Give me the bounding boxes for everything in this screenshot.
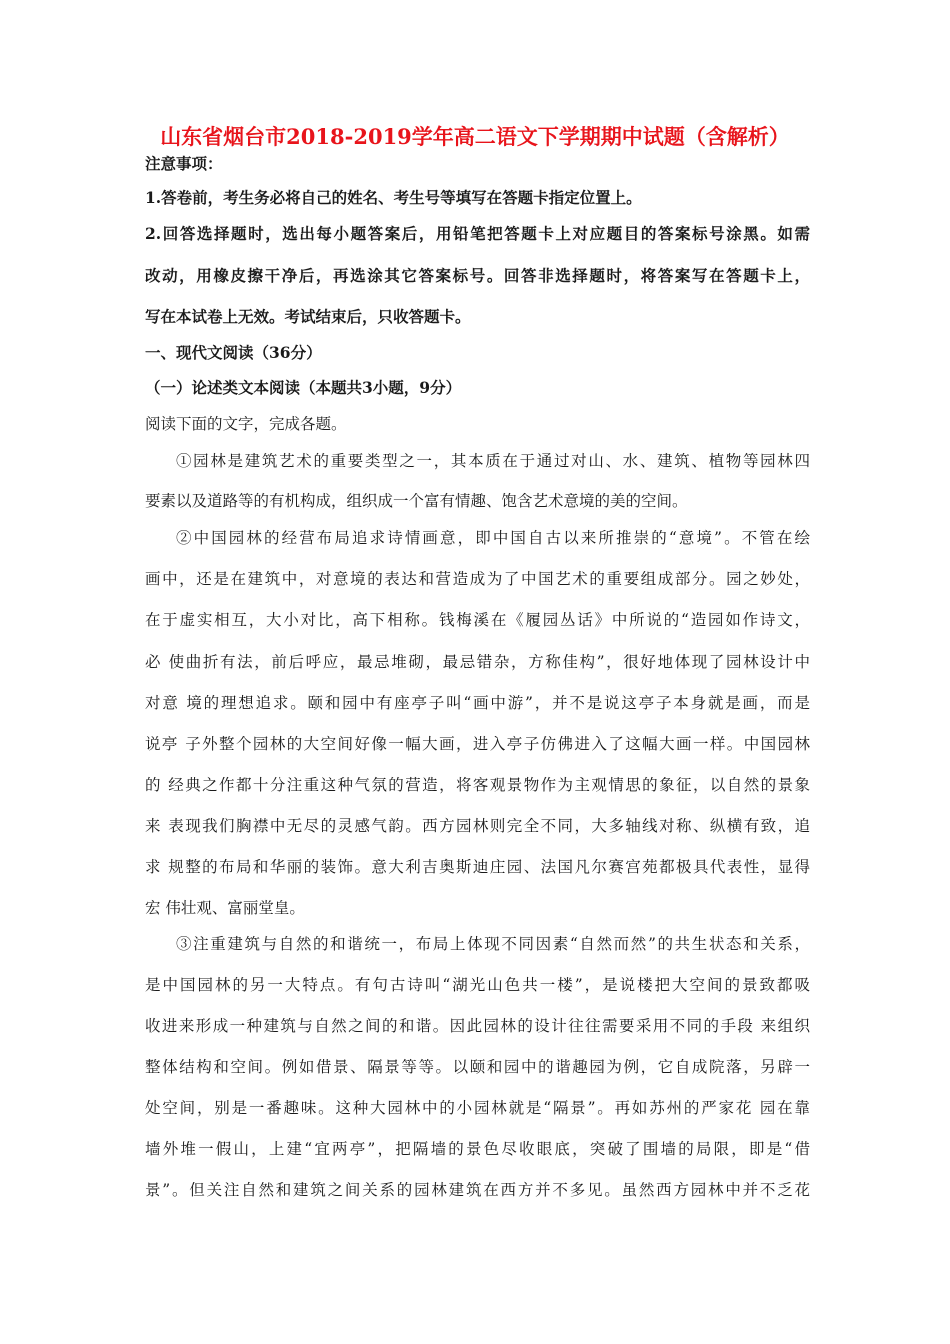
paragraph-line: 在于虚实相互，大小对比，高下相称。钱梅溪在《履园丛话》中所说的“造园如作诗文， (145, 611, 810, 629)
paragraph-line: 景”。但关注自然和建筑之间关系的园林建筑在西方并不多见。虽然西方园林中并不乏花 (145, 1181, 810, 1199)
notice-item-2-line-3: 写在本试卷上无效。考试结束后，只收答题卡。 (145, 307, 471, 326)
paragraph-line: 说亭 子外整个园林的大空间好像一幅大画，进入亭子仿佛进入了这幅大画一样。中国园林 (145, 735, 810, 753)
reading-instruction: 阅读下面的文字，完成各题。 (145, 415, 347, 433)
notice-heading: 注意事项： (145, 154, 223, 173)
paragraph-line: 是中国园林的另一大特点。有句古诗叫“湖光山色共一楼”，是说楼把大空间的景致都吸 (145, 976, 810, 994)
paragraph-line: 的 经典之作都十分注重这种气氛的营造，将客观景物作为主观情思的象征，以自然的景象 (145, 776, 810, 794)
paragraph-line: ③注重建筑与自然的和谐统一，布局上体现不同因素“自然而然”的共生状态和关系， (176, 935, 810, 953)
section-heading: 一、现代文阅读（36分） (145, 343, 322, 362)
paragraph-line: 处空间，别是一番趣味。这种大园林中的小园林就是“隔景”。再如苏州的严家花 园在靠 (145, 1099, 810, 1117)
paragraph-line: 墙外堆一假山，上建“宜两亭”，把隔墙的景色尽收眼底，突破了围墙的局限，即是“借 (145, 1140, 810, 1158)
paragraph-line: 来 表现我们胸襟中无尽的灵感气韵。西方园林则完全不同，大多轴线对称、纵横有致，追 (145, 817, 810, 835)
notice-item-2-line-2: 改动，用橡皮擦干净后，再选涂其它答案标号。回答非选择题时，将答案写在答题卡上， (145, 266, 810, 285)
paragraph-line: 要素以及道路等的有机构成，组织成一个富有情趣、饱含艺术意境的美的空间。 (145, 492, 688, 510)
paragraph-line: 必 使曲折有法，前后呼应，最忌堆砌，最忌错杂，方称佳构”，很好地体现了园林设计中 (145, 653, 810, 671)
notice-item-2-line-1: 2.回答选择题时，选出每小题答案后，用铅笔把答题卡上对应题目的答案标号涂黑。如需 (145, 224, 810, 243)
paragraph-line: 画中，还是在建筑中，对意境的表达和营造成为了中国艺术的重要组成部分。园之妙处， (145, 570, 810, 588)
paragraph-line: ①园林是建筑艺术的重要类型之一，其本质在于通过对山、水、建筑、植物等园林四 (176, 452, 810, 470)
paragraph-line: 对意 境的理想追求。颐和园中有座亭子叫“画中游”，并不是说这亭子本身就是画，而是 (145, 694, 810, 712)
paragraph-line: 整体结构和空间。例如借景、隔景等等。以颐和园中的谐趣园为例，它自成院落，另辟一 (145, 1058, 810, 1076)
paragraph-line: 收进来形成一种建筑与自然之间的和谐。因此园林的设计往往需要采用不同的手段 来组织 (145, 1017, 810, 1035)
paragraph-line: 求 规整的布局和华丽的装饰。意大利吉奥斯迪庄园、法国凡尔赛宫苑都极具代表性，显得 (145, 858, 810, 876)
document-title: 山东省烟台市2018-2019学年高二语文下学期期中试题（含解析） (160, 124, 790, 149)
subsection-heading: （一）论述类文本阅读（本题共3小题，9分） (145, 378, 462, 397)
paragraph-line: 宏 伟壮观、富丽堂皇。 (145, 899, 305, 917)
notice-item-1: 1.答卷前，考生务必将自己的姓名、考生号等填写在答题卡指定位置上。 (145, 188, 642, 207)
paragraph-line: ②中国园林的经营布局追求诗情画意，即中国自古以来所推崇的“意境”。不管在绘 (176, 529, 810, 547)
